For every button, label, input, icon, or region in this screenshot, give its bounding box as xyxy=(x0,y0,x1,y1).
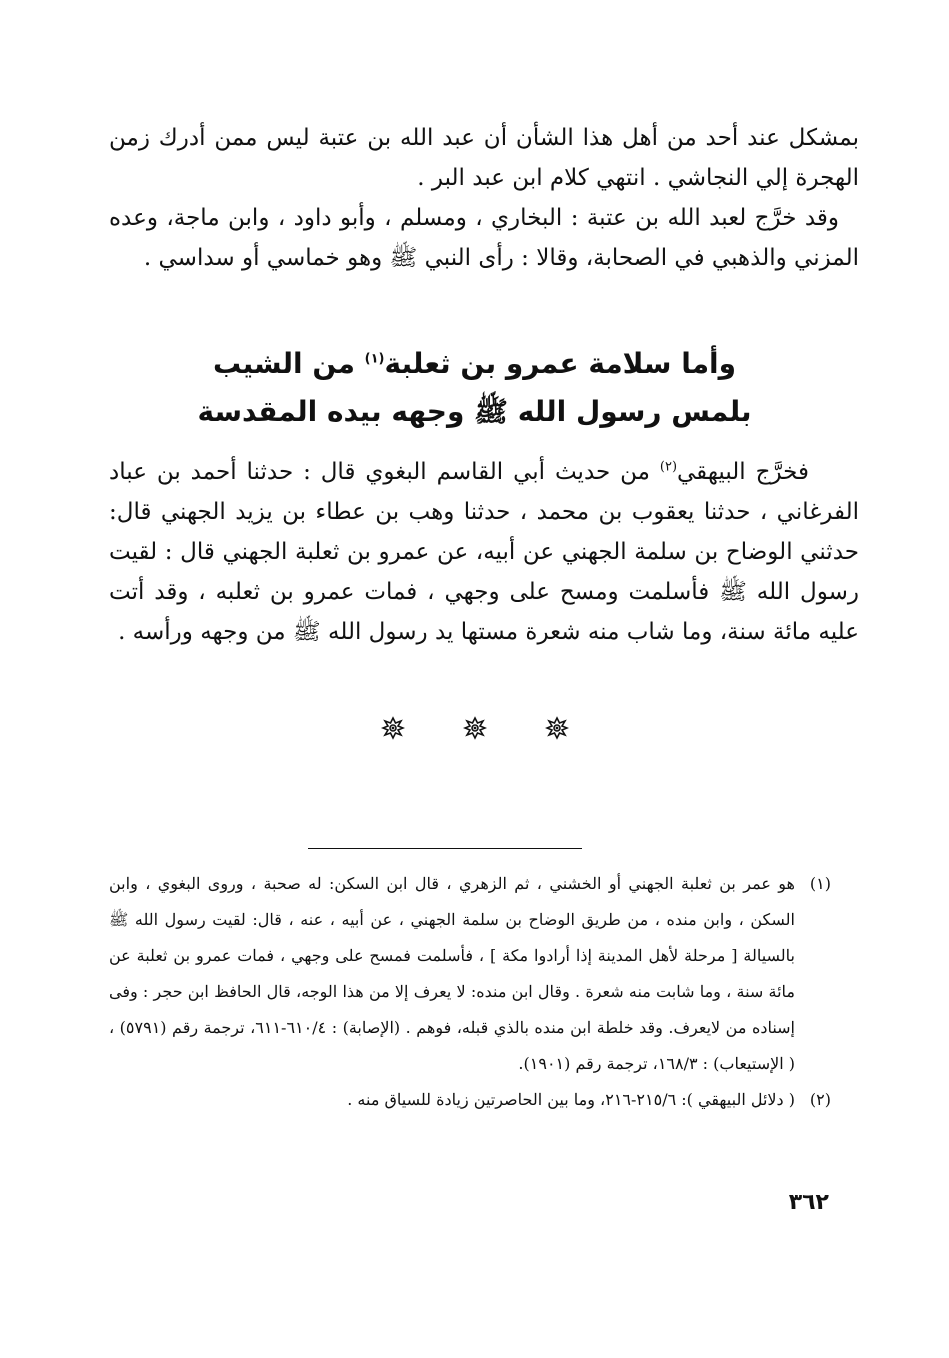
footnote-text: ( دلائل البيهقي ): ٢١٥/٦-٢١٦، وما بين الحاصرتين زيادة للسياق منه . xyxy=(347,1090,795,1109)
footnote-text: هو عمر بن ثعلبة الجهني أو الخشني ، ثم الزهري ، قال ابن السكن: له صحبة ، وروى البغوي ، وابن السكن ، وابن منده ، من طريق الوضاح بن سلمة الجهني ، عن أبيه ، عنه ، قال: لقيت رسول الله ﷺ بالسيالة [ مرحلة لأهل المدينة إذا أرادوا مكة ] ، فأسلمت فمسح على وجهي ، فمات عمرو بن ثعلبة عن مائة سنة ، وما شابت منه شعرة . وقال ابن منده: لا يعرف إلا من هذا الوجه، قال الحافظ ابن حجر : وفى إسناده من لايعرف. وقد خلطة ابن منده بالذي قبله، فوهم . (الإصابة) : ٦١٠/٤-٦١١، ترجمة رقم (٥٧٩١) ، ( الإستيعاب) : ١٦٨/٣، ترجمة رقم (١٩٠١). xyxy=(109,874,795,1073)
footnote-2 xyxy=(109,1082,831,1118)
footnote-number: (١) xyxy=(809,874,831,893)
heading-line-2: بلمس رسول الله ﷺ وجهه بيده المقدسة xyxy=(197,395,752,428)
rosette-icon xyxy=(545,716,569,740)
intro-paragraph-2: وقد خرَّج لعبد الله بن عتبة : البخاري ، ومسلم ، وأبو داود ، وابن ماجة، وعده المزني والذهبي في الصحابة، وقالا : رأى النبي ﷺ وهو خماسي أو سداسي . xyxy=(109,205,859,271)
footnote-number: (٢) xyxy=(809,1090,831,1109)
footnote-separator xyxy=(308,848,582,849)
footnote-ref-2[interactable]: (٢) xyxy=(659,459,678,475)
footnotes xyxy=(109,866,831,1118)
narration-text xyxy=(109,452,859,652)
footnote-1 xyxy=(109,866,831,1082)
heading-line-1: وأما سلامة عمرو بن ثعلبة$^{(١)}$ من الشيب xyxy=(212,347,737,380)
rosette-icon xyxy=(381,716,405,740)
rosette-icon xyxy=(463,716,487,740)
section-heading xyxy=(100,340,849,436)
narration-paragraph: فخرَّج البيهقي$^{(٢)}$ من حديث أبي القاسم البغوي قال : حدثنا أحمد بن عباد الفرغاني ، حدثنا يعقوب بن محمد ، حدثنا وهب بن عطاء بن يزيد الجهني قال: حدثني الوضاح بن سلمة الجهني عن أبيه، عن عمرو بن ثعلبة الجهني قال : لقيت رسول الله ﷺ فأسلمت ومسح على وجهي ، فمات عمرو بن ثعلبه ، وقد أتت عليه مائة سنة، وما شاب منه شعرة مستها يد رسول الله ﷺ من وجهه ورأسه . xyxy=(109,459,860,645)
footnote-ref-1[interactable]: (١) xyxy=(364,351,385,367)
intro-text xyxy=(109,118,859,278)
intro-paragraph-1: بمشكل عند أحد من أهل هذا الشأن أن عبد الله بن عتبة ليس ممن أدرك زمن الهجرة إلي النجاشي . انتهي كلام ابن عبد البر . xyxy=(109,125,859,191)
section-divider-ornaments xyxy=(0,716,949,756)
page-number: ٣٦٢ xyxy=(788,1190,829,1215)
